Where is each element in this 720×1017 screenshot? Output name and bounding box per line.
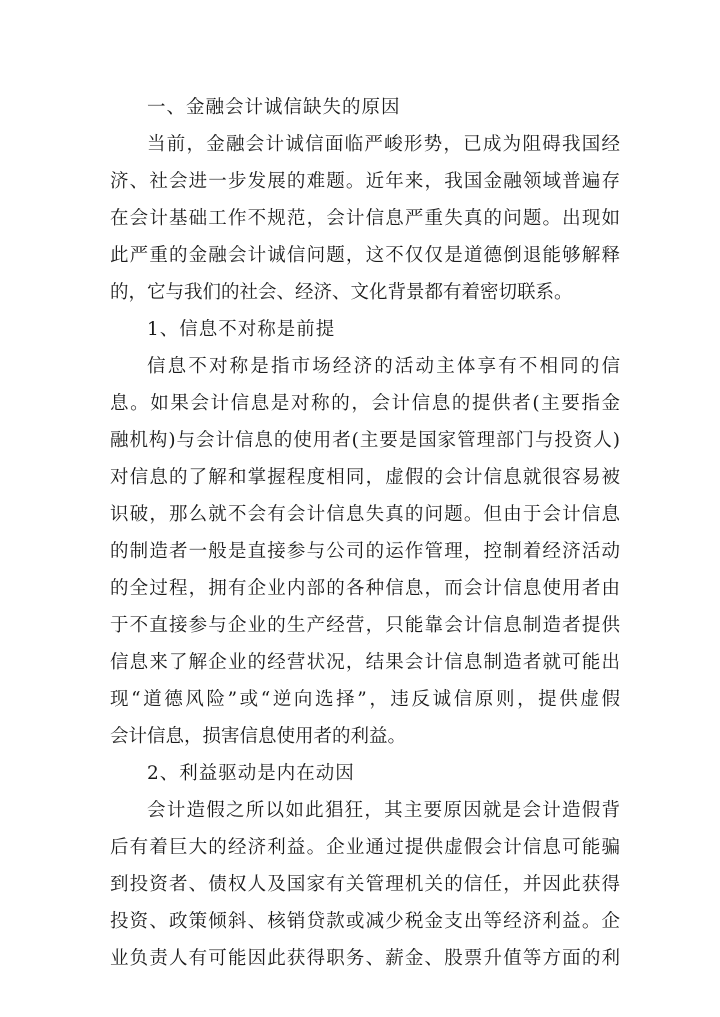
paragraph-line: 业负责人有可能因此获得职务、薪金、股票升值等方面的利 bbox=[110, 948, 620, 969]
paragraph-line: 融机构)与会计信息的使用者(主要是国家管理部门与投资人) bbox=[110, 430, 620, 451]
paragraph-line: 会计信息，损害信息使用者的利益。 bbox=[110, 726, 407, 747]
paragraph-line: 在会计基础工作不规范，会计信息严重失真的问题。出现如 bbox=[110, 208, 620, 229]
paragraph-line: 当前，金融会计诚信面临严峻形势，已成为阻碍我国经 bbox=[147, 134, 620, 155]
section-heading: 一、金融会计诚信缺失的原因 bbox=[147, 97, 401, 118]
paragraph-line: 到投资者、债权人及国家有关管理机关的信任，并因此获得 bbox=[110, 874, 620, 895]
document-body bbox=[110, 89, 620, 977]
subsection-heading: 1、信息不对称是前提 bbox=[147, 319, 336, 340]
paragraph-line: 的，它与我们的社会、经济、文化背景都有着密切联系。 bbox=[110, 282, 573, 303]
paragraph-line: 于不直接参与企业的生产经营，只能靠会计信息制造者提供 bbox=[110, 615, 620, 636]
paragraph-line: 后有着巨大的经济利益。企业通过提供虚假会计信息可能骗 bbox=[110, 837, 620, 858]
paragraph-line: 投资、政策倾斜、核销贷款或减少税金支出等经济利益。企 bbox=[110, 911, 620, 932]
paragraph-line: 息。如果会计信息是对称的，会计信息的提供者(主要指金 bbox=[110, 393, 620, 414]
paragraph-line: 的制造者一般是直接参与公司的运作管理，控制着经济活动 bbox=[110, 541, 620, 562]
paragraph-line: 此严重的金融会计诚信问题，这不仅仅是道德倒退能够解释 bbox=[110, 245, 620, 266]
paragraph-line: 济、社会进一步发展的难题。近年来，我国金融领域普遍存 bbox=[110, 171, 620, 192]
paragraph-line: 识破，那么就不会有会计信息失真的问题。但由于会计信息 bbox=[110, 504, 620, 525]
paragraph-line: 对信息的了解和掌握程度相同，虚假的会计信息就很容易被 bbox=[110, 467, 620, 488]
paragraph-line: 信息不对称是指市场经济的活动主体享有不相同的信 bbox=[147, 356, 620, 377]
paragraph-line: 会计造假之所以如此猖狂，其主要原因就是会计造假背 bbox=[147, 800, 620, 821]
paragraph-line: 现“道德风险”或“逆向选择”，违反诚信原则，提供虚假 bbox=[110, 689, 620, 710]
paragraph-line: 的全过程，拥有企业内部的各种信息，而会计信息使用者由 bbox=[110, 578, 620, 599]
paragraph-line: 信息来了解企业的经营状况，结果会计信息制造者就可能出 bbox=[110, 652, 620, 673]
subsection-heading: 2、利益驱动是内在动因 bbox=[147, 763, 355, 784]
